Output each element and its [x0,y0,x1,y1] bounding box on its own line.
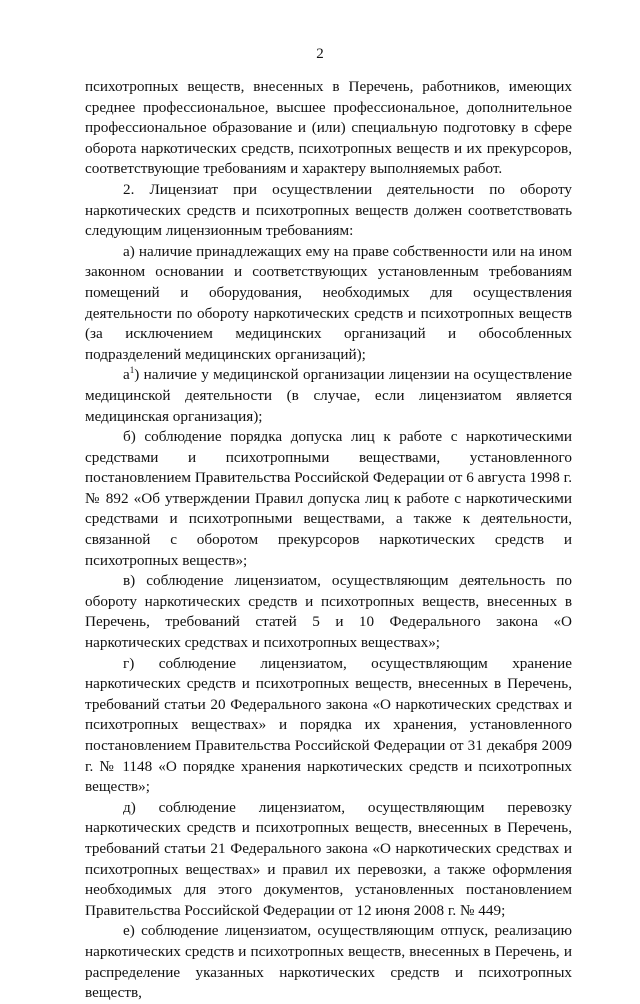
paragraph-item-e: е) соблюдение лицензиатом, осуществляющим отпуск, реализацию наркотических средств и психотропных веществ, внесенных в Перечень, и распределение указанных наркотических средств и психотропных веществ, [85,922,572,1002]
paragraph-item-g: г) соблюдение лицензиатом, осуществляющим хранение наркотических средств и психотропных веществ, внесенных в Перечень, требований статьи 20 Федерального закона «О наркотических средствах и психотропных веществах» и порядка их хранения, установленного постановлением Правительства Российской Федерации от 31 декабря 2009 г. № 1148 «О порядке хранения наркотических средств и психотропных веществ»; [85,654,572,796]
item-a1-superscript: 1 [129,365,135,376]
paragraph-item-v: в) соблюдение лицензиатом, осуществляющим деятельность по обороту наркотических средств и психотропных веществ, внесенных в Перечень, требований статей 5 и 10 Федерального закона «О наркотических средствах и психотропных веществах»; [85,572,572,652]
item-a1-text: ) наличие у медицинской организации лицензии на осуществление медицинской деятельности (в случае, если лицензиатом является медицинская организация); [85,366,572,425]
paragraph-item-a1 [85,365,572,427]
paragraph-item-b: б) соблюдение порядка допуска лиц к работе с наркотическими средствами и психотропными веществами, установленного постановлением Правительства Российской Федерации от 6 августа 1998 г. № 892 «Об утверждении Правил допуска лиц к работе с наркотическими средствами и психотропными веществами, а также к деятельности, связанной с оборотом прекурсоров наркотических средств и психотропных веществ»; [85,428,572,569]
paragraph-item-a: а) наличие принадлежащих ему на праве собственности или на ином законном основании и соответствующих установленным требованиям помещений и оборудования, необходимых для осуществления деятельности по обороту наркотических средств и психотропных веществ (за исключением медицинских организаций и обособленных подразделений медицинских организаций); [85,242,572,363]
paragraph-continuation: психотропных веществ, внесенных в Перечень, работников, имеющих среднее профессиональное, высшее профессиональное, дополнительное профессиональное образование и (или) специальную подготовку в сфере оборота наркотических средств, психотропных веществ и их прекурсоров, соответствующие требованиям и характеру выполняемых работ. [85,78,572,178]
paragraph-item-2: 2. Лицензиат при осуществлении деятельности по обороту наркотических средств и психотропных веществ должен соответствовать следующим лицензионным требованиям: [85,180,572,240]
item-a1-letter: а [123,366,130,384]
paragraph-item-d: д) соблюдение лицензиатом, осуществляющим перевозку наркотических средств и психотропных веществ, внесенных в Перечень, требований статьи 21 Федерального закона «О наркотических средствах и психотропных веществах» и правил их перевозки, а также оформления необходимых для этого документов, установленных постановлением Правительства Российской Федерации от 12 июня 2008 г. № 449; [85,798,572,919]
page-number: 2 [316,46,324,62]
document-body [85,77,572,1004]
